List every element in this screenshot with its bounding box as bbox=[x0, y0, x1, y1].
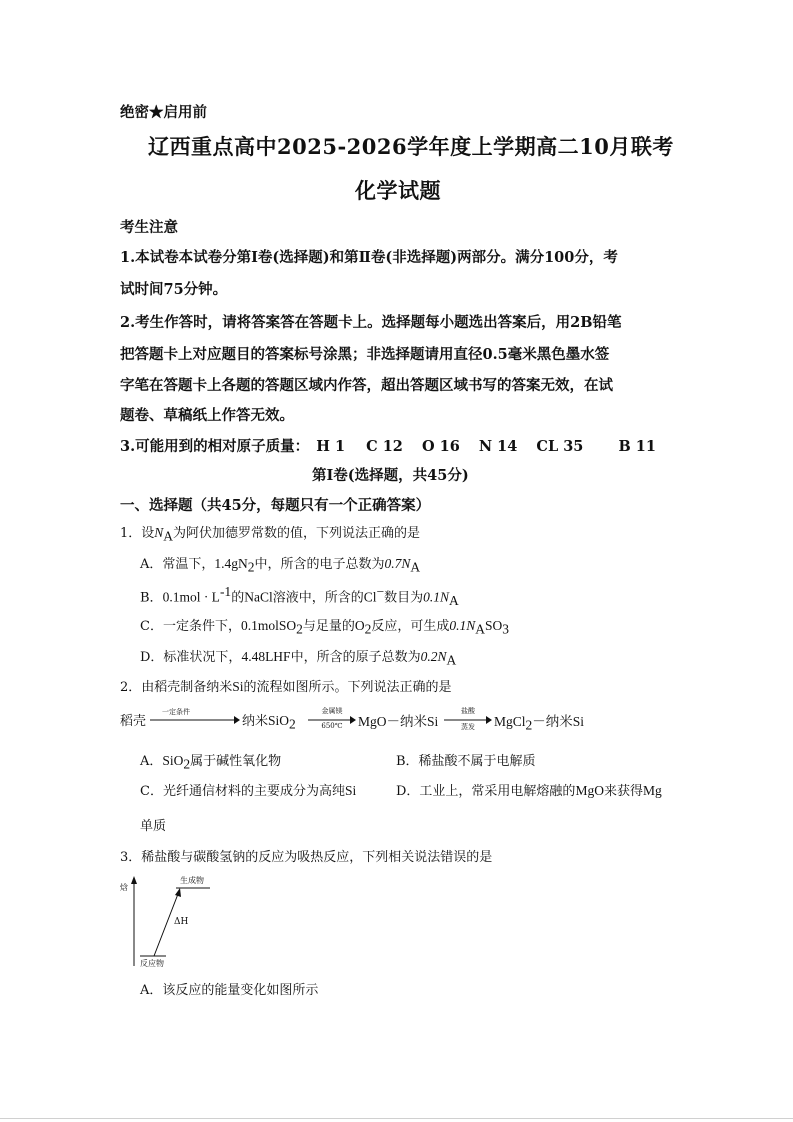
diagram-y-label: 焓 bbox=[120, 883, 128, 892]
arrow-2-icon bbox=[308, 715, 356, 725]
notice-line: 试时间75分钟。 bbox=[120, 281, 228, 298]
notice-line: 把答题卡上对应题目的答案标号涂黑；非选择题请用直径0.5毫米黑色墨水签 bbox=[120, 346, 610, 363]
question-2-option-d-continued: 单质 bbox=[140, 819, 167, 834]
arrow-1-label: 一定条件 bbox=[162, 708, 190, 716]
flow-product-2: MgO－纳米Si bbox=[358, 714, 439, 729]
flow-product-3: MgCl$_2$－纳米Si bbox=[494, 714, 585, 733]
question-1-option-b[interactable]: B．$0.1mol \cdot L^{-1}$的NaCl溶液中，所含的Cl−数目为$0.1N_A$ bbox=[140, 584, 459, 608]
process-flow bbox=[120, 706, 720, 734]
question-2-stem: 2．由稻壳制备纳米Si的流程如图所示。下列说法正确的是 bbox=[120, 679, 452, 695]
atomic-mass-label: 3.可能用到的相对原子质量： bbox=[120, 438, 310, 455]
atomic-mass-item: H 1 bbox=[316, 438, 346, 455]
atomic-mass-item: N 14 bbox=[478, 438, 518, 455]
question-3-stem: 3．稀盐酸与碳酸氢钠的反应为吸热反应，下列相关说法错误的是 bbox=[120, 850, 493, 865]
question-1-option-a[interactable]: A．常温下，$1.4gN_2$中，所含的电子总数为$0.7N_A$ bbox=[140, 556, 421, 575]
flow-product-1: 纳米SiO$_2$ bbox=[242, 713, 296, 732]
notice-line: 题卷、草稿纸上作答无效。 bbox=[120, 407, 294, 424]
atomic-mass-item: B 11 bbox=[618, 438, 656, 455]
subject-title: 化学试题 bbox=[355, 178, 441, 203]
section1-heading: 一、选择题（共45分，每题只有一个正确答案） bbox=[120, 497, 431, 514]
arrow-1-icon bbox=[150, 715, 240, 725]
page-bottom-rule bbox=[0, 1118, 793, 1119]
arrow-3-top-label: 盐酸 bbox=[461, 707, 475, 715]
atomic-mass-item: C 12 bbox=[366, 438, 403, 455]
notice-line: 字笔在答题卡上各题的答题区域内作答，超出答题区域书写的答案无效，在试 bbox=[120, 377, 613, 394]
question-2-option-d[interactable]: D．工业上，常采用电解熔融的MgO来获得Mg bbox=[396, 783, 662, 799]
notice-line: 2.考生作答时，请将答案答在答题卡上。选择题每小题选出答案后，用2B铅笔 bbox=[120, 314, 622, 331]
arrow-3-icon bbox=[444, 715, 492, 725]
diagram-reactant-label: 反应物 bbox=[140, 959, 164, 968]
enthalpy-diagram-axes bbox=[118, 872, 228, 972]
exam-title: 辽西重点高中2025-2026学年度上学期高二10月联考 bbox=[148, 134, 674, 159]
notice-line: 1.本试卷本试卷分第Ⅰ卷(选择题)和第Ⅱ卷(非选择题)两部分。满分100分，考 bbox=[120, 249, 618, 266]
question-2-option-c[interactable]: C．光纤通信材料的主要成分为高纯Si bbox=[140, 783, 357, 799]
atomic-mass-item: CL 35 bbox=[536, 438, 584, 455]
flow-start: 稻壳 bbox=[120, 714, 147, 729]
question-2-option-b[interactable]: B．稀盐酸不属于电解质 bbox=[396, 754, 536, 769]
diagram-product-label: 生成物 bbox=[180, 876, 204, 885]
question-1-option-d[interactable]: D．标准状况下，4.48LHF中，所含的原子总数为$0.2N_A$ bbox=[140, 649, 457, 668]
notice-heading: 考生注意 bbox=[120, 219, 178, 236]
arrow-3-bottom-label: 蒸发 bbox=[461, 723, 475, 731]
part1-heading: 第Ⅰ卷(选择题，共45分) bbox=[312, 467, 469, 484]
question-1-stem: 1．设$N_A$为阿伏加德罗常数的值，下列说法正确的是 bbox=[120, 525, 421, 544]
question-2-option-a[interactable]: A．SiO$_2$属于碱性氧化物 bbox=[140, 753, 282, 772]
enthalpy-diagram bbox=[118, 872, 228, 972]
question-3-option-a[interactable]: A．该反应的能量变化如图所示 bbox=[140, 983, 319, 998]
arrow-2-bottom-label: 650℃ bbox=[321, 722, 343, 730]
diagram-delta-h-label: ΔH bbox=[174, 917, 189, 927]
arrow-2-top-label: 金属镁 bbox=[321, 707, 343, 715]
atomic-mass-item: O 16 bbox=[421, 438, 460, 455]
question-1-option-c[interactable]: C．一定条件下，0.1molSO$_2$与足量的$O_2$反应，可生成$0.1N_ASO_3$ bbox=[140, 618, 510, 637]
secret-mark: 绝密★启用前 bbox=[120, 104, 207, 121]
atomic-mass-line bbox=[120, 435, 656, 456]
